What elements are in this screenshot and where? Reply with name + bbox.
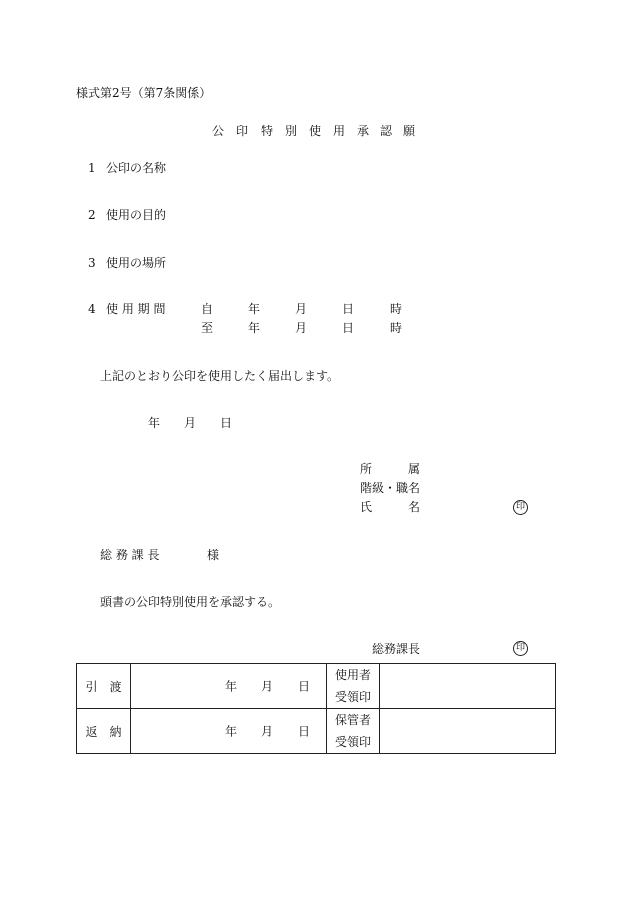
statement: 上記のとおり公印を使用したく届出します。 (100, 369, 340, 383)
item-number: 1 (88, 161, 96, 175)
custodian-label: 保管者 (327, 709, 380, 732)
item-number: 4 (88, 302, 96, 316)
addressee-honorific: 様 (207, 548, 220, 562)
affiliation-label: 属 (408, 462, 421, 476)
row-label-handover: 引 渡 (77, 664, 131, 709)
date-year: 年 (148, 416, 161, 430)
return-date-cell (131, 709, 327, 754)
period-day: 日 (342, 302, 355, 316)
item-label-place: 使用の場所 (106, 256, 167, 270)
date-day: 日 (298, 724, 311, 739)
title-char: 特 (261, 124, 274, 138)
period-year: 年 (248, 302, 261, 316)
date-day: 日 (298, 679, 311, 694)
table-row (77, 709, 556, 732)
name-label: 氏 (360, 500, 373, 514)
name-label: 名 (408, 500, 421, 514)
date-month: 月 (184, 416, 197, 430)
title-char: 用 (333, 124, 346, 138)
period-day: 日 (342, 321, 355, 335)
date-month: 月 (261, 679, 274, 694)
date-year: 年 (225, 679, 238, 694)
receipt-table (76, 663, 556, 754)
handover-date-cell (131, 664, 327, 709)
user-seal-box (380, 664, 556, 709)
title-char: 印 (236, 124, 249, 138)
approval-statement: 頭書の公印特別使用を承認する。 (100, 595, 281, 609)
custodian-seal-box (380, 709, 556, 754)
title-char: 認 (380, 124, 393, 138)
rank-title-label: 階級・職名 (360, 481, 421, 495)
date-month: 月 (261, 724, 274, 739)
table-row (77, 664, 556, 687)
row-label-return: 返 納 (77, 709, 131, 754)
item-number: 3 (88, 256, 96, 270)
addressee-title: 総 務 課 長 (100, 548, 160, 562)
title-char: 別 (285, 124, 298, 138)
user-label: 使用者 (327, 664, 380, 687)
receipt-seal-label: 受領印 (327, 686, 380, 709)
period-to: 至 (201, 321, 214, 335)
seal-mark-applicant: 印 (513, 500, 528, 515)
period-label: 使 用 期 間 (106, 302, 166, 316)
item-label-purpose: 使用の目的 (106, 208, 167, 222)
title-char: 公 (212, 124, 225, 138)
approver-title: 総務課長 (372, 642, 421, 656)
title-char: 承 (357, 124, 370, 138)
period-hour: 時 (390, 302, 403, 316)
period-year: 年 (248, 321, 261, 335)
item-number: 2 (88, 208, 96, 222)
period-month: 月 (295, 302, 308, 316)
form-id: 様式第2号（第7条関係） (76, 86, 212, 100)
date-year: 年 (225, 724, 238, 739)
title-char: 願 (403, 124, 416, 138)
item-label-name: 公印の名称 (106, 161, 167, 175)
period-hour: 時 (390, 321, 403, 335)
receipt-seal-label: 受領印 (327, 731, 380, 754)
affiliation-label: 所 (360, 462, 373, 476)
period-from: 自 (201, 302, 214, 316)
seal-mark-approver: 印 (513, 641, 528, 656)
title-char: 使 (309, 124, 322, 138)
period-month: 月 (295, 321, 308, 335)
date-day: 日 (220, 416, 233, 430)
